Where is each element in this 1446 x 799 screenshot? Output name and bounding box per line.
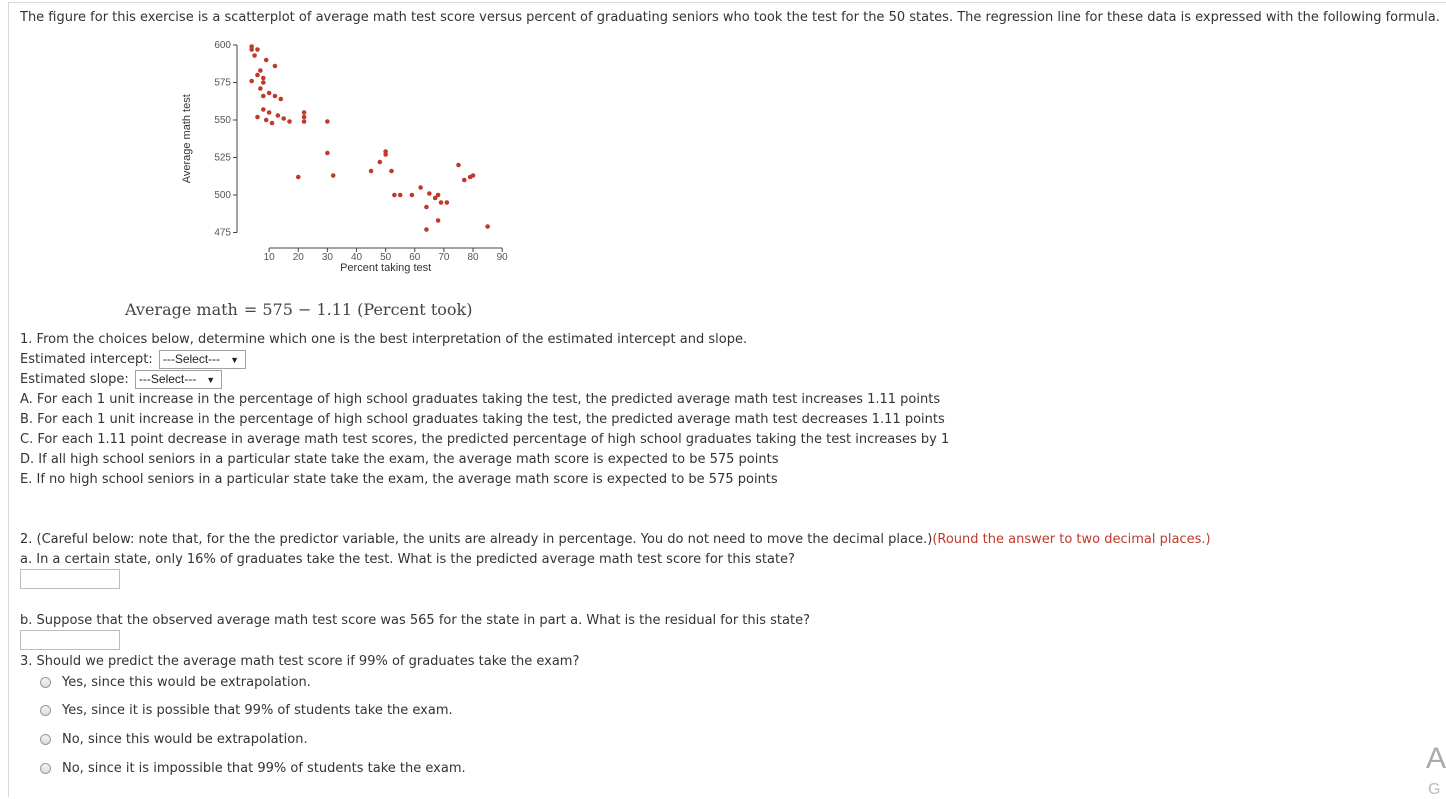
q3-option-label: Yes, since it is possible that 99% of students take the exam. [62,703,453,718]
data-point [398,193,403,198]
x-tick-label: 90 [496,252,508,263]
scatterplot [180,38,530,278]
data-point [267,110,272,115]
data-point [410,193,415,198]
data-point [296,175,301,180]
y-tick-label: 600 [214,40,231,51]
x-tick-label: 60 [409,252,421,263]
y-tick-label: 525 [214,152,231,164]
edge-letter-partial: G [1428,781,1441,798]
data-point [267,91,272,96]
y-tick-label: 550 [214,115,231,126]
data-point [281,116,286,121]
slope-label: Estimated slope: [20,372,129,387]
q2a-answer-input[interactable] [20,569,120,589]
chevron-down-icon: ▼ [230,355,240,365]
q3-option-1[interactable] [40,675,311,690]
radio-button[interactable] [40,705,51,716]
data-point [325,151,330,156]
y-tick-label: 475 [214,227,231,239]
data-point [252,53,257,58]
data-point [249,47,254,52]
data-point [424,205,429,210]
q3-option-2[interactable] [40,703,453,718]
intercept-row [20,350,246,369]
intercept-select[interactable] [159,350,246,369]
data-point [462,178,467,183]
data-point [270,121,275,126]
data-point [369,169,374,174]
data-point [255,73,260,78]
data-point [261,94,266,99]
q2-note-text: 2. (Careful below: note that, for the the predictor variable, the units are already in percentage. You do not need to move the decimal place.) [20,532,933,547]
data-point [264,58,269,63]
intercept-label: Estimated intercept: [20,352,153,367]
data-point [436,218,441,223]
data-point [427,191,432,196]
data-point [389,169,394,174]
radio-button[interactable] [40,763,51,774]
q3-option-label: No, since this would be extrapolation. [62,732,308,747]
slope-select-value: ---Select--- [138,372,197,386]
x-tick-label: 10 [263,252,275,263]
y-tick-label: 575 [214,77,231,89]
q3-option-label: Yes, since this would be extrapolation. [62,675,311,690]
data-point [378,160,383,165]
q3-option-label: No, since it is impossible that 99% of students take the exam. [62,761,466,776]
q3-option-4[interactable] [40,761,466,776]
x-tick-label: 40 [350,252,363,263]
data-point [258,86,263,91]
formula-lhs: Average math [125,300,238,319]
choice-c: C. For each 1.11 point decrease in average math test scores, the predicted percentage of high school graduates taking the test increases by 1 [20,432,950,447]
data-point [485,224,490,229]
x-tick-label: 20 [292,252,304,263]
data-point [302,110,307,115]
x-tick-label: 30 [321,252,333,263]
data-point [302,119,307,124]
q3-option-3[interactable] [40,732,308,747]
x-tick-label: 50 [380,252,392,263]
data-point [278,97,283,102]
data-point [418,185,423,190]
regression-formula [125,300,472,319]
data-point [424,227,429,232]
q2b-answer-input[interactable] [20,630,120,650]
data-point [331,173,336,178]
slope-select[interactable] [135,370,222,389]
data-point [287,119,292,124]
data-point [261,80,266,85]
y-tick-label: 500 [214,190,231,201]
x-tick-label: 70 [438,252,450,263]
data-point [392,193,397,198]
data-point [445,200,450,205]
slope-row [20,370,222,389]
q2a-prompt: a. In a certain state, only 16% of graduates take the test. What is the predicted average math test score for this state? [20,552,795,567]
choice-d: D. If all high school seniors in a particular state take the exam, the average math score is expected to be 575 points [20,452,779,467]
data-point [273,94,278,99]
data-point [276,113,281,118]
data-point [261,107,266,112]
q1-prompt: 1. From the choices below, determine which one is the best interpretation of the estimated intercept and slope. [20,332,748,347]
chevron-down-icon: ▼ [206,375,216,385]
intro-text: The figure for this exercise is a scatterplot of average math test score versus percent of graduating seniors who took the test for the 50 states. The regression line for these data is expressed with the following formula. [20,10,1440,25]
data-point [456,163,461,168]
data-point [383,149,388,154]
q2b-prompt: b. Suppose that the observed average math test score was 565 for the state in part a. What is the residual for this state? [20,613,810,628]
q2-note [20,532,1211,547]
q3-prompt: 3. Should we predict the average math test score if 99% of graduates take the exam? [20,654,580,669]
data-point [258,68,263,73]
y-axis-label: Average math test [181,94,193,184]
choice-b: B. For each 1 unit increase in the percentage of high school graduates taking the test, the predicted average math test decreases 1.11 points [20,412,945,427]
intercept-select-value: ---Select--- [162,352,221,366]
data-point [261,76,266,81]
choice-a: A. For each 1 unit increase in the percentage of high school graduates taking the test, the predicted average math test increases 1.11 points [20,392,941,407]
data-point [255,115,260,120]
q2-round-note: (Round the answer to two decimal places.) [932,532,1211,547]
data-point [471,173,476,178]
choice-e: E. If no high school seniors in a particular state take the exam, the average math score is expected to be 575 points [20,472,778,487]
x-axis-label: Percent taking test [340,262,432,274]
data-point [249,79,254,84]
radio-button[interactable] [40,677,51,688]
data-point [436,193,441,198]
radio-button[interactable] [40,734,51,745]
data-point [302,115,307,120]
data-point [273,64,278,69]
x-tick-label: 80 [467,252,479,263]
data-point [439,200,444,205]
data-point [255,47,260,52]
data-point [264,118,269,123]
data-point [325,119,330,124]
edge-letter: A [1426,742,1446,775]
formula-rhs: = 575 − 1.11 (Percent took) [243,300,473,319]
